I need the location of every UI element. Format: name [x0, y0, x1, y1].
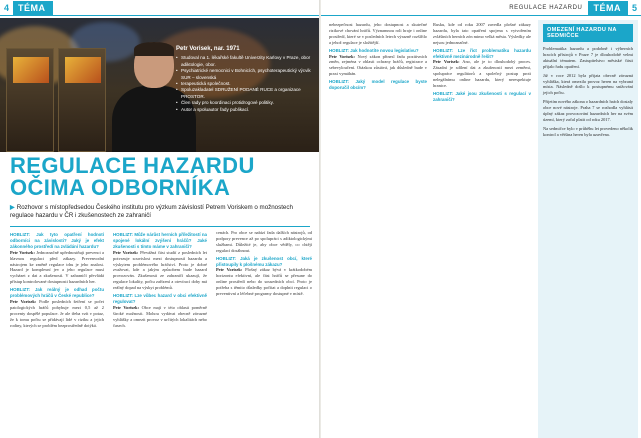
- sidebar-title: OMEZENÍ HAZARDU NA SEDMIČCE: [543, 24, 633, 42]
- header-rule-right: [321, 15, 641, 16]
- header-rule-left: [0, 15, 320, 16]
- caption-bullet: • Studoval na 1. lékařské fakultě Univerzity Karlovy v Praze, obor adiktologie, obor.: [176, 55, 314, 68]
- interview-question: HOBLIZT: Jak hodnotíte novou legislativu?: [329, 47, 419, 53]
- photo-caption: [176, 46, 314, 113]
- caption-bullet: • Autor a spoluautor řady publikací.: [176, 107, 314, 113]
- interview-answer: Petr Vorisek: Převážná část studií z posledních let potvrzuje souvislost mezi dostupností hazardu a výskytem problémového hráčství. Proto je dobré zvažovat, kde a jakým způsobem bude hazard provozován. Zkušenosti ze zahraničí ukazují, že regulace lokality, počtu zařízení a otevírací doby má reálný dopad na výskyt problémů.: [113, 249, 207, 291]
- caption-bullet: • terapeutická společnost.: [176, 81, 314, 87]
- interview-answer: Petr Vorisek: Podle posledních šetření se počet patologických hráčů pohybuje mezi 0,5 až 2 procenty dospělé populace. Je ale třeba vzít v potaz, že k tomu počtu se přidávají lidé v riziku a jejich rodiny, kterých se problém bezprostředně dotýká.: [10, 298, 104, 328]
- caption-bullet: • Spoluzakladatel SDRUŽENÍ PODANÉ RUCE a organizace PROSTOR.: [176, 87, 314, 100]
- lead-arrow-icon: ▶: [10, 204, 15, 211]
- section-tag-right: TÉMA: [588, 1, 628, 15]
- right-page: [321, 0, 641, 438]
- interview-photo: [0, 18, 320, 152]
- slot-machine-image: [6, 48, 54, 152]
- interview-question: HOBLIZT: Jaký model regulace byste doporučil obcím?: [329, 79, 427, 91]
- interview-answer: Petr Vorisek: Jednoznačně upřednostňuji prevenci a hlavnou regulaci před zákazy. Prevenvodní nástrojem ke změně regulace trhu je jeho znalost. Hazard je komplexní jev a jeho regulace musí vycházet z dat a zkušeností. V zahraničí převládá přístup kontrolované dostupnosti hazardních her.: [10, 249, 104, 285]
- caption-bullet: • Psychiatrické nemocnici v Bohnicích, psychoterapeutický výcvik SUR – slovenská: [176, 68, 314, 81]
- interview-answer: Petr Vorisek: Plošný zákaz bývá v krátkodobém horizontu efektivní, ale část hráčů se přesune do online prostředí nebo do sousedních obcí. Proto je potřeba s těmito důsledky počítat a doplnit regulaci o preventivní a léčebné programy dostupné v místě.: [216, 267, 312, 297]
- caption-bullet: • Člen rady pro koordinaci protidrogové politiky.: [176, 100, 314, 106]
- interview-question: HOBLIZT: Jak reálný je odhad počtu problémových hráčů v České republice?: [10, 287, 104, 299]
- sidebar-box: [538, 20, 638, 438]
- text-column: [113, 230, 207, 434]
- caption-bullets: [176, 55, 314, 113]
- sidebar-paragraph: Problematika hazardu a podobně i výherních hracích přístrojů v Praze 7 je dlouhodobě velmi aktuální tématem. Zastupitelstvo městské části přijalo řadu opatření.: [543, 46, 633, 69]
- headline-line: REGULACE HAZARDU: [10, 153, 255, 178]
- page-number-left: 4: [4, 3, 10, 13]
- text-column: [433, 22, 531, 434]
- body-paragraph: cenách. Pro obce se nabízí řada dalších nástrojů, od podpory prevence až po spolupráci s adiktologickými službami. Důležité je, aby obce věděly, co chtějí regulací dosáhnout.: [216, 230, 312, 253]
- text-column: [329, 22, 427, 434]
- interview-question: HOBLIZT: Může nárůst herních příležitostí na spojené lokální zvýšení hráčů? Jaké zkušenosti s tímto máme v zahraničí?: [113, 232, 207, 249]
- text-column: [216, 230, 312, 434]
- interview-question: HOBLIZT: Lze říct problematiku hazardu efektivně mezinárodně řešit?: [433, 47, 531, 59]
- section-tag-left: TÉMA: [13, 1, 53, 15]
- headline-line: OČIMA ODBORNÍKA: [10, 175, 231, 200]
- left-page-header: [0, 0, 320, 16]
- running-head: REGULACE HAZARDU: [509, 5, 583, 11]
- interview-question: HOBLIZT: Lze vůbec hazard v obci efektivně regulovat?: [113, 293, 207, 304]
- interview-question: HOBLIZT: Jak tyto opatření hodnotí odborníci na závislosti? Jaký je efekt zákonného prostředí na zvládání hazardu?: [10, 232, 104, 249]
- page-number-right: 5: [631, 3, 637, 13]
- lead-text: Rozhovor s místopředsedou Českého institutu pro výzkum závislostí Petrem Voriskem o možnostech regulace hazardu v ČR i zkušenostech ze zahraničí: [10, 204, 293, 219]
- text-column: [10, 230, 104, 434]
- lead-divider: [10, 226, 310, 227]
- interview-answer: Petr Vorisek: Ano, ale je to dlouhodobý proces. Zásadní je sdílení dat a zkušeností mezi zeměmi, spolupráce regulátorů a společný postup proti nelegálnímu online hazardu, který nerespektuje hranice.: [433, 59, 531, 89]
- interview-answer: Petr Vorisek: Obce mají v této oblasti poměrně široké možnosti. Mohou vydávat obecně závazné vyhlášky a omezit provoz v určitých lokalitách nebo časech.: [113, 304, 207, 328]
- article-headline: [10, 155, 310, 199]
- body-paragraph: nebezpečnost hazardu, jeho dostupnost a skutečné rizikové chování hráčů. Významnou roli hraje i online prostředí, které se v posledních letech výrazně rozšířilo a jehož regulace je složitější.: [329, 22, 427, 45]
- right-page-header: [321, 0, 641, 16]
- interview-question: HOBLIZT: Jaká je zkušenost obcí, které přistoupily k plošnému zákazu?: [216, 255, 312, 267]
- sidebar-paragraph: Na sedmičce bylo v průběhu let provedeno několik kontrol a většina heren byla uzavřena.: [543, 125, 633, 137]
- left-page: [0, 0, 320, 438]
- body-paragraph: Rusku, kde od roku 2007 zavedla plošné zákazy hazardu, byla tato opatření spojena s vytvořením zvláštních herních zón mimo velká města. Výsledky ale nejsou jednoznačné.: [433, 22, 531, 45]
- sidebar-paragraph: Již v roce 2012 byla přijata obecně závazná vyhláška, která omezila provoz heren na vybraná místa. Následně došlo k postupnému snižování jejich počtu.: [543, 72, 633, 96]
- sidebar-paragraph: Přijetím nového zákona o hazardních hrách dostaly obce nové nástroje. Praha 7 se rozhodla vyhlásit úplný zákaz provozování hazardních her na svém území, který začal platit od roku 2017.: [543, 99, 633, 122]
- article-lead: [10, 204, 310, 219]
- slot-machine-image: [58, 48, 106, 152]
- sidebar-body: [543, 46, 633, 138]
- interview-answer: Petr Vorisek: Nový zákon přinesl řadu pozitivních změn, zejména v oblasti ochrany hráčů, registrace a sebevyloučení. Otázkou zůstává, jak důsledně bude v praxi vymáhán.: [329, 53, 427, 77]
- interview-question: HOBLIZT: Jaké jsou zkušenosti s regulací v zahraničí?: [433, 90, 531, 102]
- caption-name: Petr Vorisek, nar. 1971: [176, 46, 240, 52]
